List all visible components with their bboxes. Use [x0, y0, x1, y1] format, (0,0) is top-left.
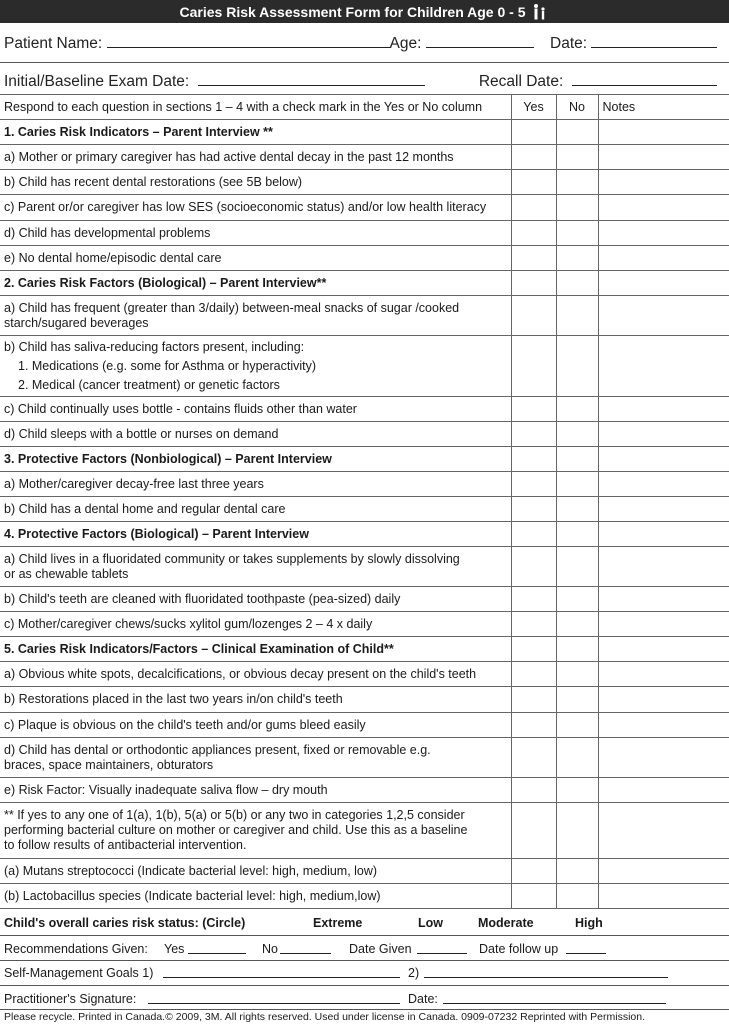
- yes-checkbox[interactable]: [511, 336, 556, 397]
- recommendations-no-field[interactable]: [280, 942, 331, 954]
- question-row: [0, 884, 729, 909]
- question-row: [0, 472, 729, 497]
- notes-field[interactable]: [598, 738, 729, 778]
- patient-name-field[interactable]: [107, 34, 390, 48]
- age-field[interactable]: [426, 34, 534, 48]
- no-checkbox[interactable]: [556, 336, 598, 397]
- no-checkbox[interactable]: [556, 687, 598, 713]
- risk-option-moderate[interactable]: Moderate: [478, 916, 534, 930]
- question-5e: e) Risk Factor: Visually inadequate saliva flow – dry mouth: [0, 778, 511, 803]
- no-cell: [556, 120, 598, 145]
- assessment-table: [0, 94, 729, 909]
- question-2b-item-2: 2. Medical (cancer treatment) or genetic factors: [18, 377, 280, 392]
- notes-cell: [598, 637, 729, 662]
- note-line-1: ** If yes to any one of 1(a), 1(b), 5(a) or 5(b) or any two in categories 1,2,5 consider: [4, 808, 465, 822]
- question-4a-line-2: or as chewable tablets: [4, 566, 129, 581]
- question-5a: a) Obvious white spots, decalcifications, or obvious decay present on the child's teeth: [0, 662, 511, 687]
- yes-cell: [511, 447, 556, 472]
- question-row: [0, 336, 729, 397]
- question-5d: [0, 738, 511, 778]
- yes-checkbox[interactable]: [511, 246, 556, 271]
- question-row: [0, 713, 729, 738]
- no-checkbox[interactable]: [556, 662, 598, 687]
- date-follow-up-field[interactable]: [566, 942, 606, 954]
- section-2-heading: 2. Caries Risk Factors (Biological) – Parent Interview**: [0, 271, 511, 296]
- question-row: [0, 145, 729, 170]
- section-5-heading: 5. Caries Risk Indicators/Factors – Clinical Examination of Child**: [0, 637, 511, 662]
- no-checkbox[interactable]: [556, 884, 598, 909]
- notes-field[interactable]: [598, 884, 729, 909]
- section-heading-row: [0, 637, 729, 662]
- yes-column-header: Yes: [511, 95, 556, 120]
- question-1b: b) Child has recent dental restorations (see 5B below): [0, 170, 511, 195]
- form-title: Caries Risk Assessment Form for Children Age 0 - 5: [179, 3, 526, 20]
- yes-checkbox[interactable]: [511, 145, 556, 170]
- question-4a-line-1: a) Child lives in a fluoridated community or takes supplements by slowly dissolving: [4, 551, 460, 566]
- question-4a: [0, 547, 511, 587]
- no-checkbox[interactable]: [556, 195, 598, 221]
- notes-field[interactable]: [598, 547, 729, 587]
- question-1a: a) Mother or primary caregiver has had active dental decay in the past 12 months: [0, 145, 511, 170]
- notes-field[interactable]: [598, 687, 729, 713]
- lactobacillus-species: (b) Lactobacillus species (Indicate bacterial level: high, medium,low): [0, 884, 511, 909]
- self-management-goal-1-field[interactable]: [163, 966, 400, 978]
- no-checkbox[interactable]: [556, 612, 598, 637]
- yes-checkbox[interactable]: [511, 422, 556, 447]
- question-1c: c) Parent or/or caregiver has low SES (socioeconomic status) and/or low health literacy: [0, 195, 511, 221]
- divider: [0, 985, 729, 986]
- date-label: Date:: [550, 35, 588, 52]
- question-row: [0, 296, 729, 336]
- question-1e: e) No dental home/episodic dental care: [0, 246, 511, 271]
- self-management-2-label: 2): [408, 966, 420, 980]
- question-2a-line-1: a) Child has frequent (greater than 3/daily) between-meal snacks of sugar /cooked: [4, 300, 460, 315]
- yes-cell: [511, 271, 556, 296]
- risk-option-low[interactable]: Low: [418, 916, 443, 930]
- divider: [0, 1009, 729, 1010]
- notes-cell: [598, 522, 729, 547]
- question-row: [0, 497, 729, 522]
- question-2b: [0, 336, 511, 397]
- yes-checkbox[interactable]: [511, 472, 556, 497]
- question-5c: c) Plaque is obvious on the child's teeth and/or gums bleed easily: [0, 713, 511, 738]
- notes-cell: [598, 271, 729, 296]
- yes-checkbox[interactable]: [511, 713, 556, 738]
- note-line-3: to follow results of antibacterial intervention.: [4, 838, 247, 852]
- yes-checkbox[interactable]: [511, 547, 556, 587]
- notes-field[interactable]: [598, 145, 729, 170]
- yes-checkbox[interactable]: [511, 778, 556, 803]
- patient-info-row: [4, 34, 717, 53]
- question-row: [0, 738, 729, 778]
- self-management-goal-2-field[interactable]: [424, 966, 668, 978]
- no-checkbox[interactable]: [556, 497, 598, 522]
- question-row: [0, 587, 729, 612]
- bacterial-culture-note: [0, 803, 511, 859]
- question-4c: c) Mother/caregiver chews/sucks xylitol gum/lozenges 2 – 4 x daily: [0, 612, 511, 637]
- question-row: [0, 687, 729, 713]
- family-logo-icon: [531, 3, 549, 21]
- question-5d-line-2: braces, space maintainers, obturators: [4, 757, 214, 772]
- no-column-header: No: [556, 95, 598, 120]
- yes-checkbox[interactable]: [511, 662, 556, 687]
- patient-name-label: Patient Name:: [4, 35, 103, 52]
- section-heading-row: [0, 271, 729, 296]
- question-row: [0, 612, 729, 637]
- notes-field[interactable]: [598, 803, 729, 859]
- no-checkbox[interactable]: [556, 170, 598, 195]
- date-field[interactable]: [591, 34, 717, 48]
- note-row: [0, 803, 729, 859]
- section-3-heading: 3. Protective Factors (Nonbiological) – Parent Interview: [0, 447, 511, 472]
- notes-field[interactable]: [598, 195, 729, 221]
- yes-cell: [511, 637, 556, 662]
- notes-cell: [598, 120, 729, 145]
- question-row: [0, 221, 729, 246]
- notes-field[interactable]: [598, 778, 729, 803]
- question-row: [0, 859, 729, 884]
- yes-checkbox[interactable]: [511, 859, 556, 884]
- notes-field[interactable]: [598, 422, 729, 447]
- question-2a: [0, 296, 511, 336]
- notes-field[interactable]: [598, 859, 729, 884]
- divider: [0, 960, 729, 961]
- no-cell: [556, 447, 598, 472]
- question-row: [0, 778, 729, 803]
- self-management-label: Self-Management Goals 1): [4, 966, 154, 980]
- recall-date-label: Recall Date:: [478, 73, 564, 90]
- risk-option-extreme[interactable]: Extreme: [313, 916, 363, 930]
- recommendations-yes-label: Yes: [164, 942, 185, 956]
- initial-exam-label: Initial/Baseline Exam Date:: [4, 73, 190, 90]
- yes-checkbox[interactable]: [511, 738, 556, 778]
- no-checkbox[interactable]: [556, 547, 598, 587]
- section-heading-row: [0, 120, 729, 145]
- yes-cell: [511, 522, 556, 547]
- question-2b-item-1: 1. Medications (e.g. some for Asthma or hyperactivity): [18, 358, 317, 373]
- notes-field[interactable]: [598, 497, 729, 522]
- no-checkbox[interactable]: [556, 803, 598, 859]
- question-row: [0, 662, 729, 687]
- divider: [0, 62, 729, 63]
- notes-field[interactable]: [598, 713, 729, 738]
- copyright-notice: Please recycle. Printed in Canada.© 2009, 3M. All rights reserved. Used under license in Canada. 0909-07232 Reprinted with Permission.: [4, 1011, 646, 1023]
- overall-risk-label: Child's overall caries risk status: (Circle): [4, 916, 246, 930]
- no-checkbox[interactable]: [556, 246, 598, 271]
- no-checkbox[interactable]: [556, 859, 598, 884]
- question-5b: b) Restorations placed in the last two years in/on child's teeth: [0, 687, 511, 713]
- no-checkbox[interactable]: [556, 221, 598, 246]
- date-given-label: Date Given: [349, 942, 412, 956]
- question-2c: c) Child continually uses bottle - contains fluids other than water: [0, 397, 511, 422]
- yes-checkbox[interactable]: [511, 397, 556, 422]
- recall-date-field[interactable]: [572, 72, 717, 86]
- section-heading-row: [0, 522, 729, 547]
- no-cell: [556, 637, 598, 662]
- yes-checkbox[interactable]: [511, 195, 556, 221]
- signature-date-label: Date:: [408, 992, 438, 1006]
- question-row: [0, 170, 729, 195]
- no-checkbox[interactable]: [556, 472, 598, 497]
- yes-checkbox[interactable]: [511, 803, 556, 859]
- question-2d: d) Child sleeps with a bottle or nurses on demand: [0, 422, 511, 447]
- question-row: [0, 422, 729, 447]
- yes-cell: [511, 120, 556, 145]
- recommendations-no-label: No: [262, 942, 278, 956]
- question-row: [0, 195, 729, 221]
- question-2a-line-2: starch/sugared beverages: [4, 315, 149, 330]
- signature-date-field[interactable]: [443, 992, 666, 1004]
- notes-cell: [598, 447, 729, 472]
- exam-date-row: [4, 72, 717, 91]
- question-row: [0, 397, 729, 422]
- no-checkbox[interactable]: [556, 778, 598, 803]
- form-title-bar: [0, 0, 729, 23]
- signature-label: Practitioner's Signature:: [4, 992, 137, 1006]
- section-4-heading: 4. Protective Factors (Biological) – Parent Interview: [0, 522, 511, 547]
- initial-exam-field[interactable]: [198, 72, 425, 86]
- no-cell: [556, 522, 598, 547]
- risk-option-high[interactable]: High: [575, 916, 603, 930]
- no-checkbox[interactable]: [556, 587, 598, 612]
- date-given-field[interactable]: [417, 942, 467, 954]
- table-header-row: [0, 95, 729, 120]
- yes-checkbox[interactable]: [511, 497, 556, 522]
- notes-field[interactable]: [598, 246, 729, 271]
- question-3a: a) Mother/caregiver decay-free last three years: [0, 472, 511, 497]
- section-1-heading: 1. Caries Risk Indicators – Parent Interview **: [0, 120, 511, 145]
- instruction-text: Respond to each question in sections 1 – 4 with a check mark in the Yes or No column: [0, 95, 511, 120]
- recommendations-yes-field[interactable]: [188, 942, 246, 954]
- notes-field[interactable]: [598, 472, 729, 497]
- no-checkbox[interactable]: [556, 296, 598, 336]
- divider: [0, 935, 729, 936]
- yes-checkbox[interactable]: [511, 687, 556, 713]
- question-row: [0, 246, 729, 271]
- no-checkbox[interactable]: [556, 397, 598, 422]
- question-1d: d) Child has developmental problems: [0, 221, 511, 246]
- yes-checkbox[interactable]: [511, 612, 556, 637]
- notes-field[interactable]: [598, 221, 729, 246]
- no-checkbox[interactable]: [556, 145, 598, 170]
- notes-field[interactable]: [598, 170, 729, 195]
- notes-field[interactable]: [598, 336, 729, 397]
- recommendations-label: Recommendations Given:: [4, 942, 148, 956]
- note-line-2: performing bacterial culture on mother or caregiver and child. Use this as a baseline: [4, 823, 468, 837]
- question-5d-line-1: d) Child has dental or orthodontic appliances present, fixed or removable e.g.: [4, 742, 431, 757]
- yes-checkbox[interactable]: [511, 170, 556, 195]
- date-follow-up-label: Date follow up: [479, 942, 559, 956]
- section-heading-row: [0, 447, 729, 472]
- yes-checkbox[interactable]: [511, 587, 556, 612]
- notes-field[interactable]: [598, 612, 729, 637]
- no-checkbox[interactable]: [556, 713, 598, 738]
- notes-field[interactable]: [598, 296, 729, 336]
- no-checkbox[interactable]: [556, 738, 598, 778]
- notes-column-header: Notes: [598, 95, 729, 120]
- notes-field[interactable]: [598, 397, 729, 422]
- no-cell: [556, 271, 598, 296]
- mutans-streptococci: (a) Mutans streptococci (Indicate bacterial level: high, medium, low): [0, 859, 511, 884]
- question-2b-line-1: b) Child has saliva-reducing factors present, including:: [4, 339, 305, 354]
- yes-checkbox[interactable]: [511, 884, 556, 909]
- signature-field[interactable]: [148, 992, 400, 1004]
- no-checkbox[interactable]: [556, 422, 598, 447]
- notes-field[interactable]: [598, 662, 729, 687]
- yes-checkbox[interactable]: [511, 221, 556, 246]
- question-4b: b) Child's teeth are cleaned with fluoridated toothpaste (pea-sized) daily: [0, 587, 511, 612]
- age-label: Age:: [389, 35, 422, 52]
- notes-field[interactable]: [598, 587, 729, 612]
- yes-checkbox[interactable]: [511, 296, 556, 336]
- question-row: [0, 547, 729, 587]
- question-3b: b) Child has a dental home and regular dental care: [0, 497, 511, 522]
